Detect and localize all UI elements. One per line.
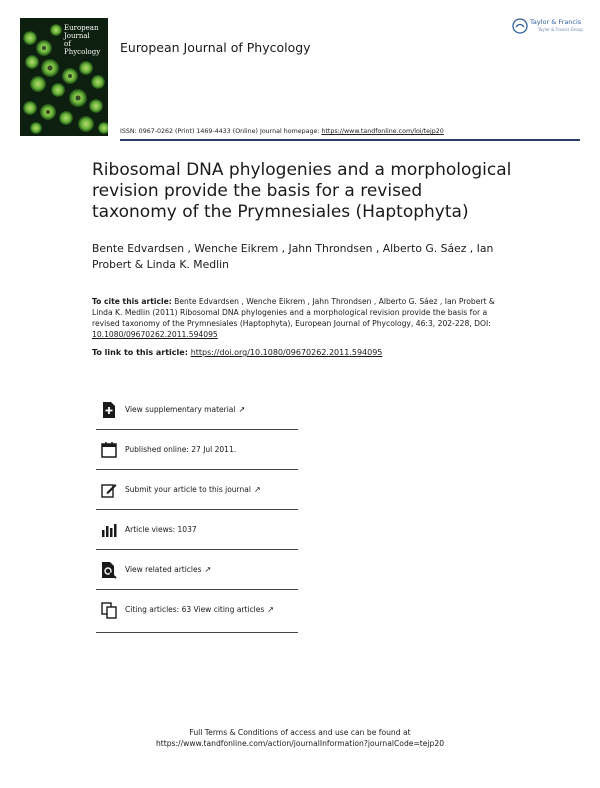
- related-articles-label: View related articles: [125, 565, 202, 574]
- link-label: To link to this article:: [92, 348, 191, 357]
- citation-doi-link[interactable]: 10.1080/09670262.2011.594095: [92, 330, 218, 339]
- article-authors: Bente Edvardsen , Wenche Eikrem , Jahn Throndsen , Alberto G. Sáez , Ian Probert & Linda K. Medlin: [92, 242, 494, 271]
- published-online-item: [96, 429, 298, 469]
- issn-text: ISSN: 0967-0262 (Print) 1469-4433 (Online) Journal homepage:: [120, 128, 322, 135]
- footer-terms-link[interactable]: https://www.tandfonline.com/action/journalInformation?journalCode=tejp20: [155, 739, 445, 748]
- supplementary-material-label: View supplementary material: [125, 405, 236, 414]
- copy-documents-icon: [100, 601, 118, 619]
- cover-title: [64, 24, 106, 56]
- cover-title-line: European: [64, 24, 99, 32]
- article-doi-link[interactable]: https://doi.org/10.1080/09670262.2011.594095: [190, 348, 383, 357]
- item-divider: [96, 632, 298, 633]
- journal-homepage-link[interactable]: https://www.tandfonline.com/loi/tejp20: [321, 128, 444, 135]
- publisher-logo-group: Taylor & Francis Group: [538, 27, 583, 32]
- article-views-label: Article views: 1037: [125, 525, 197, 534]
- pencil-icon: [100, 481, 118, 499]
- page-footer: [0, 727, 600, 749]
- citing-articles-label: Citing articles: 63 View citing articles: [125, 605, 265, 614]
- article-title: Ribosomal DNA phylogenies and a morphological revision provide the basis for a revised taxonomy of the Prymnesiales (Haptophyta): [92, 160, 512, 222]
- published-online-label: Published online: 27 Jul 2011.: [125, 445, 237, 454]
- footer-terms-text: Full Terms & Conditions of access and use can be found at: [189, 728, 411, 737]
- citation-text: Bente Edvardsen , Wenche Eikrem , Jahn Throndsen , Alberto G. Sáez , Ian Probert & Linda K. Medlin (2011) Ribosomal DNA phylogenies and a morphological revision provide the basis for a revised taxonomy of the Prymnesiales (Haptophyta), European Journal of Phycology, 46:3, 202-228, DOI:: [92, 297, 495, 328]
- issn-line: [120, 128, 444, 135]
- publisher-logo-icon: [512, 18, 528, 34]
- submit-article-item[interactable]: [96, 469, 298, 509]
- external-link-icon: ↗: [267, 605, 274, 614]
- publisher-logo: [510, 16, 582, 36]
- external-link-icon: ↗: [238, 405, 246, 414]
- journal-cover-image: [20, 18, 108, 136]
- external-link-icon: ↗: [204, 565, 212, 574]
- article-link-block: [92, 347, 507, 358]
- article-views-item: [96, 509, 298, 549]
- citation-label: To cite this article:: [92, 297, 172, 306]
- supplementary-material-item[interactable]: [96, 389, 298, 429]
- calendar-icon: [100, 441, 118, 459]
- header-divider: [120, 139, 580, 141]
- related-articles-item[interactable]: [96, 549, 298, 589]
- plus-document-icon: [100, 401, 118, 419]
- journal-title[interactable]: European Journal of Phycology: [120, 40, 311, 55]
- external-link-icon: ↗: [253, 485, 261, 494]
- cover-title-line: of Phycology: [64, 40, 101, 56]
- publisher-logo-name: Taylor & Francis: [530, 18, 582, 26]
- cover-title-line: Journal: [64, 32, 90, 40]
- bar-chart-icon: [100, 521, 118, 539]
- submit-article-label: Submit your article to this journal: [125, 485, 251, 494]
- citation-block: [92, 296, 507, 340]
- citing-articles-item[interactable]: [96, 589, 298, 629]
- search-document-icon: [100, 561, 118, 579]
